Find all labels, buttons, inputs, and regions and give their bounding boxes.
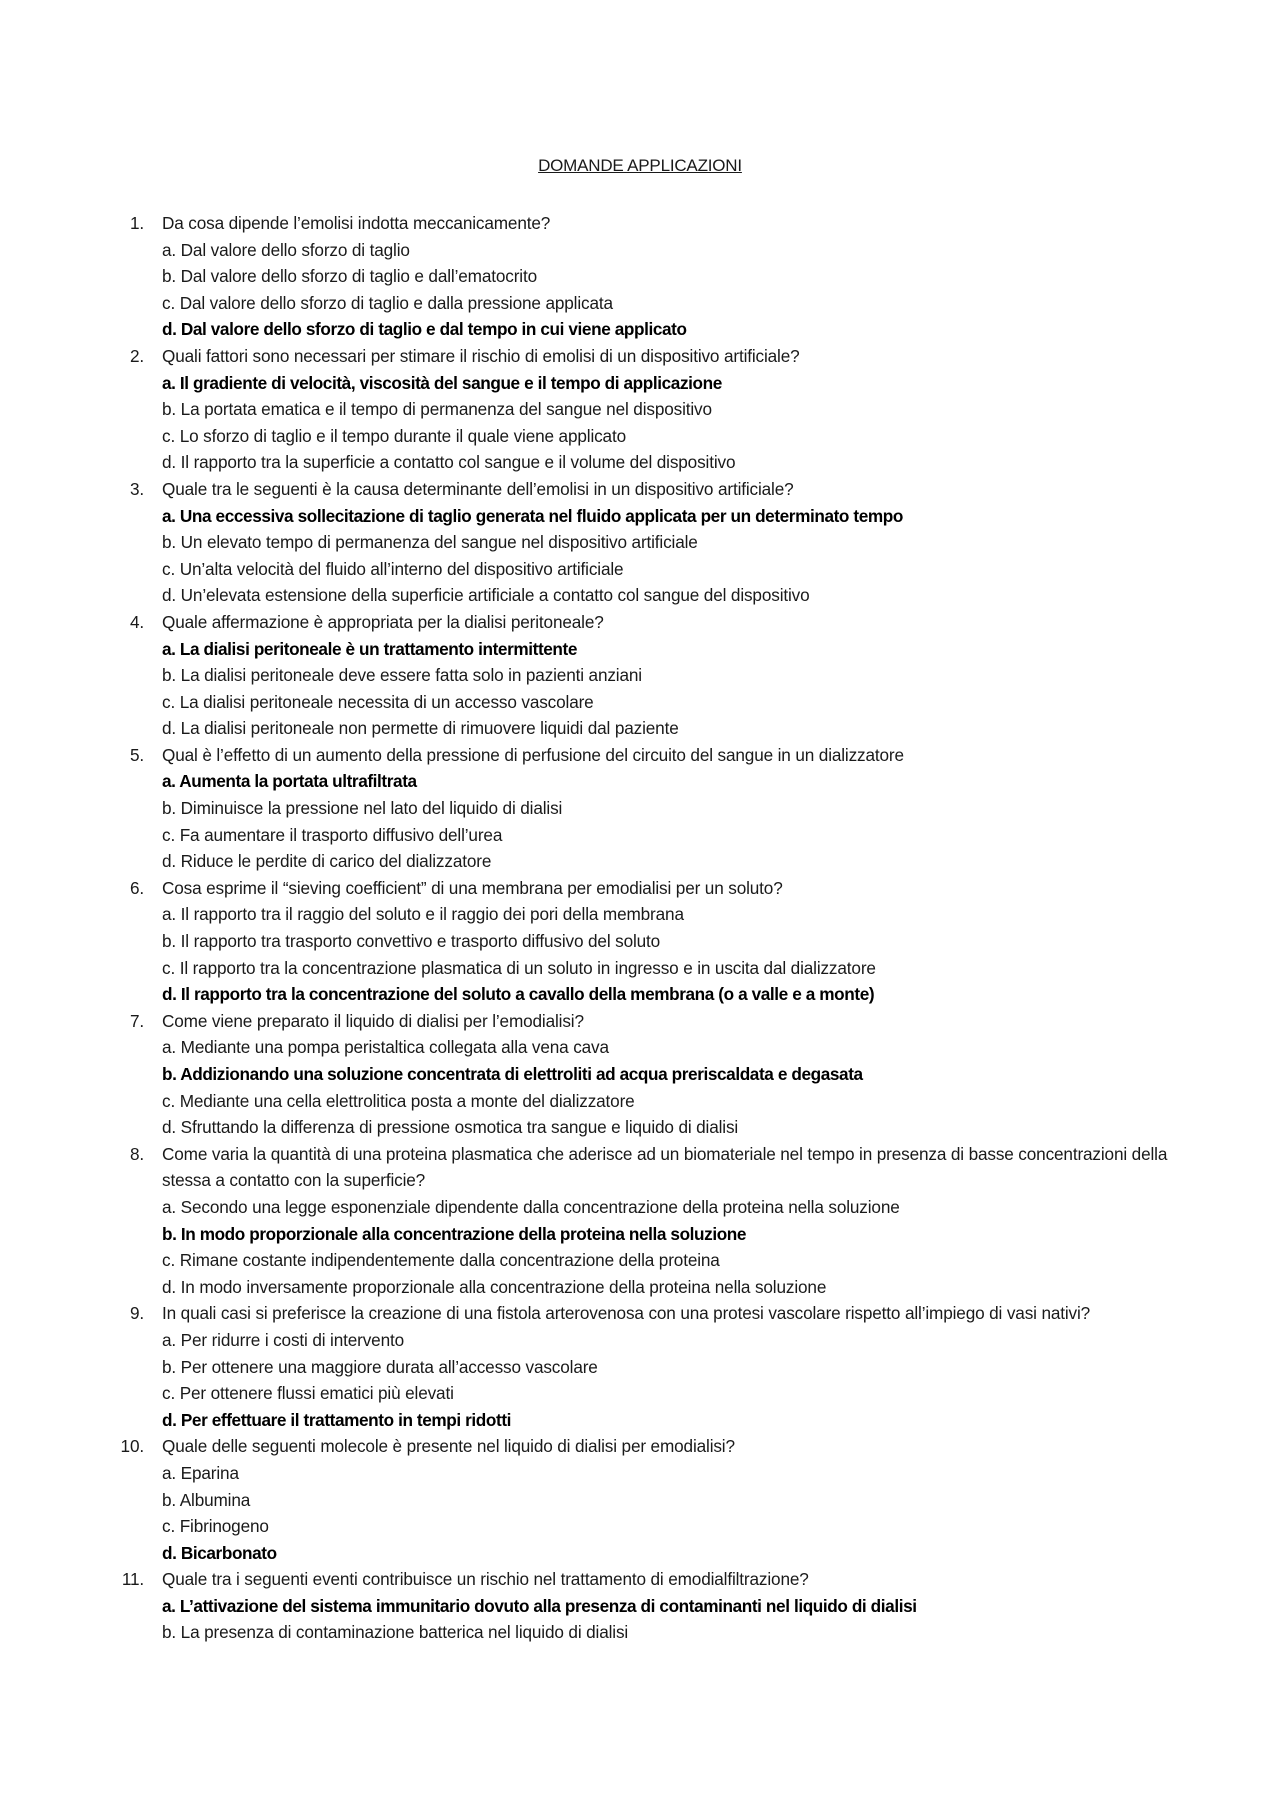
question-item	[120, 1008, 1170, 1141]
question-number: 1.	[129, 213, 144, 233]
answer-option: b. La dialisi peritoneale deve essere fatta solo in pazienti anziani	[162, 665, 642, 686]
correct-answer-option: a. Aumenta la portata ultrafiltrata	[162, 771, 417, 792]
question-number: 3.	[129, 478, 144, 499]
answer-option: a. Dal valore dello sforzo di taglio	[162, 239, 410, 260]
correct-answer-option: a. Una eccessiva sollecitazione di taglio generata nel fluido applicata per un determinato tempo	[162, 505, 903, 526]
correct-answer-option: a. La dialisi peritoneale è un trattamento intermittente	[162, 638, 578, 659]
question-item	[120, 1566, 1170, 1646]
question-text: Quale affermazione è appropriata per la dialisi peritoneale?	[162, 611, 604, 632]
question-text: Qual è l’effetto di un aumento della pressione di perfusione del circuito del sangue in un dializzatore	[162, 744, 904, 765]
question-item	[120, 1433, 1170, 1566]
answer-option: c. Mediante una cella elettrolitica posta a monte del dializzatore	[162, 1090, 635, 1111]
answer-option: d. La dialisi peritoneale non permette di rimuovere liquidi dal paziente	[162, 718, 679, 739]
correct-answer-option: a. Il gradiente di velocità, viscosità del sangue e il tempo di applicazione	[162, 372, 722, 393]
correct-answer-option: d. Per effettuare il trattamento in tempi ridotti	[162, 1409, 512, 1430]
correct-answer-option: d. Dal valore dello sforzo di taglio e dal tempo in cui viene applicato	[162, 319, 687, 340]
answer-option: b. La portata ematica e il tempo di permanenza del sangue nel dispositivo	[162, 399, 712, 420]
question-list	[120, 210, 1170, 1646]
answer-option: c. La dialisi peritoneale necessita di un accesso vascolare	[162, 691, 594, 712]
question-item	[120, 343, 1170, 476]
correct-answer-option: b. In modo proporzionale alla concentrazione della proteina nella soluzione	[162, 1223, 747, 1244]
question-item	[120, 1300, 1170, 1433]
question-item	[120, 210, 1170, 343]
answer-option: c. Dal valore dello sforzo di taglio e dalla pressione applicata	[162, 292, 613, 313]
answer-option: d. In modo inversamente proporzionale alla concentrazione della proteina nella soluzione	[162, 1276, 827, 1297]
answer-option: c. Fibrinogeno	[162, 1516, 269, 1537]
question-number: 9.	[129, 1303, 144, 1324]
answer-option: b. Albumina	[162, 1489, 251, 1510]
page-title: DOMANDE APPLICAZIONI	[538, 156, 742, 175]
question-number: 4.	[129, 611, 144, 632]
question-text: Cosa esprime il “sieving coefficient” di una membrana per emodialisi per un soluto?	[162, 877, 783, 898]
question-item	[120, 609, 1170, 742]
question-number: 6.	[129, 877, 144, 898]
answer-option: b. Diminuisce la pressione nel lato del liquido di dialisi	[162, 798, 563, 819]
correct-answer-option: b. Addizionando una soluzione concentrata di elettroliti ad acqua preriscaldata e degasata	[162, 1064, 863, 1084]
answer-option: a. Mediante una pompa peristaltica collegata alla vena cava	[162, 1037, 609, 1058]
question-text: Da cosa dipende l’emolisi indotta meccanicamente?	[162, 213, 551, 233]
answer-option: d. Un’elevata estensione della superficie artificiale a contatto col sangue del dispositivo	[162, 585, 810, 606]
answer-option: c. Per ottenere flussi ematici più elevati	[162, 1383, 454, 1404]
correct-answer-option: d. Il rapporto tra la concentrazione del soluto a cavallo della membrana (o a valle e a monte)	[162, 984, 875, 1005]
question-number: 11.	[121, 1569, 144, 1590]
question-number: 7.	[129, 1010, 144, 1031]
answer-option: b. Il rapporto tra trasporto convettivo e trasporto diffusivo del soluto	[162, 931, 661, 952]
answer-option: b. Per ottenere una maggiore durata all’accesso vascolare	[162, 1356, 598, 1377]
correct-answer-option: d. Bicarbonato	[162, 1542, 277, 1563]
answer-option: c. Il rapporto tra la concentrazione plasmatica di un soluto in ingresso e in uscita dal dializzatore	[162, 957, 876, 978]
question-text: In quali casi si preferisce la creazione di una fistola arterovenosa con una protesi vascolare rispetto all’impiego di vasi nativi?	[162, 1303, 1091, 1324]
question-item	[120, 875, 1170, 1008]
answer-option: d. Sfruttando la differenza di pressione osmotica tra sangue e liquido di dialisi	[162, 1117, 739, 1138]
question-item	[120, 742, 1170, 875]
question-text: Quale tra le seguenti è la causa determinante dell’emolisi in un dispositivo artificiale?	[162, 478, 794, 499]
question-text: Come viene preparato il liquido di dialisi per l’emodialisi?	[162, 1010, 584, 1031]
correct-answer-option: a. L’attivazione del sistema immunitario dovuto alla presenza di contaminanti nel liquido di dialisi	[162, 1595, 917, 1616]
question-text: Quale tra i seguenti eventi contribuisce un rischio nel trattamento di emodialfiltrazione?	[162, 1569, 809, 1590]
answer-option: c. Fa aumentare il trasporto diffusivo dell’urea	[162, 824, 503, 845]
question-number: 5.	[129, 744, 144, 765]
answer-option: c. Lo sforzo di taglio e il tempo durante il quale viene applicato	[162, 425, 626, 446]
answer-option: b. Dal valore dello sforzo di taglio e dall’ematocrito	[162, 266, 537, 287]
question-number: 8.	[129, 1143, 144, 1164]
question-item	[120, 1141, 1170, 1301]
answer-option: d. Riduce le perdite di carico del dializzatore	[162, 851, 492, 872]
question-item	[120, 476, 1170, 609]
question-number: 2.	[129, 345, 144, 366]
answer-option: c. Un’alta velocità del fluido all’interno del dispositivo artificiale	[162, 558, 624, 579]
question-text: Quale delle seguenti molecole è presente nel liquido di dialisi per emodialisi?	[162, 1436, 735, 1457]
question-text: Quali fattori sono necessari per stimare il rischio di emolisi di un dispositivo artificiale?	[162, 345, 800, 366]
answer-option: b. La presenza di contaminazione batterica nel liquido di dialisi	[162, 1622, 629, 1643]
question-number: 10.	[120, 1436, 144, 1457]
answer-option: a. Secondo una legge esponenziale dipendente dalla concentrazione della proteina nella soluzione	[162, 1196, 900, 1217]
answer-option: a. Eparina	[162, 1462, 239, 1483]
answer-option: a. Il rapporto tra il raggio del soluto e il raggio dei pori della membrana	[162, 904, 684, 925]
question-text: Come varia la quantità di una proteina plasmatica che aderisce ad un biomateriale nel tempo in presenza di basse concentrazioni della stessa a contatto con la superficie?	[162, 1143, 1168, 1191]
answer-option: a. Per ridurre i costi di intervento	[162, 1329, 405, 1350]
answer-option: c. Rimane costante indipendentemente dalla concentrazione della proteina	[162, 1250, 720, 1271]
answer-option: d. Il rapporto tra la superficie a contatto col sangue e il volume del dispositivo	[162, 452, 736, 473]
answer-option: b. Un elevato tempo di permanenza del sangue nel dispositivo artificiale	[162, 532, 698, 553]
